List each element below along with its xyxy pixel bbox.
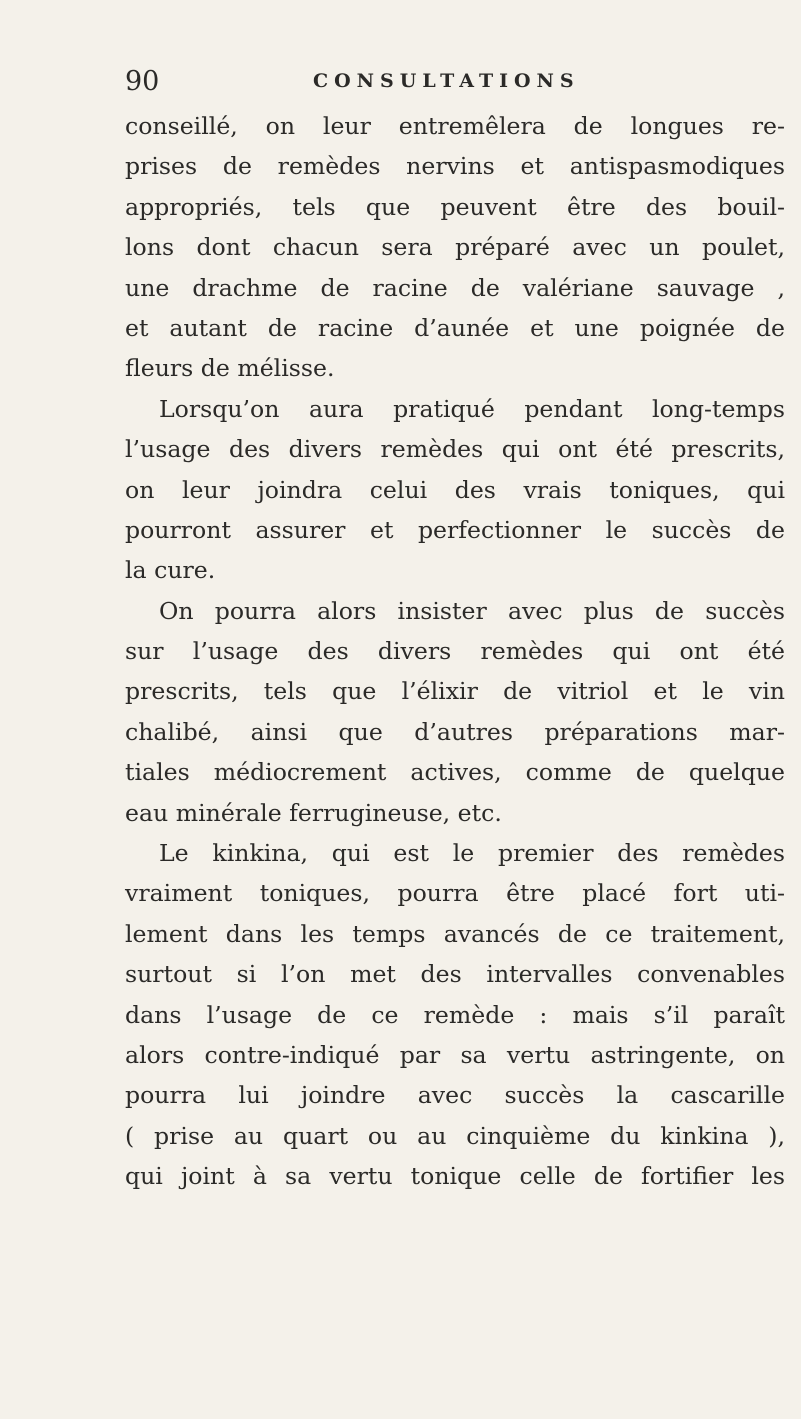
text-line: lons dont chacun sera préparé avec un poulet, <box>125 233 785 262</box>
text-line: eau minérale ferrugineuse, etc. <box>125 798 502 827</box>
text-line: la cure. <box>125 556 216 585</box>
text-line: alors contre-indiqué par sa vertu astringente, on <box>125 1040 785 1069</box>
text-line: conseillé, on leur entremêlera de longues re- <box>125 112 785 140</box>
text-line: dans l’usage de ce remède : mais s’il paraît <box>125 1000 785 1029</box>
text-line: ( prise au quart ou au cinquième du kinkina ), <box>125 1121 785 1150</box>
text-line: lement dans les temps avancés de ce traitement, <box>125 919 785 948</box>
text-line: On pourra alors insister avec plus de succès <box>159 596 785 625</box>
text-line: fleurs de mélisse. <box>125 354 335 383</box>
text-line: prises de remèdes nervins et antispasmodiques <box>125 152 785 181</box>
page-number: 90 <box>125 66 160 97</box>
text-line: et autant de racine d’aunée et une poignée de <box>125 313 785 342</box>
text-line: vraiment toniques, pourra être placé fort uti- <box>125 879 785 908</box>
text-line: pourra lui joindre avec succès la cascarille <box>125 1081 785 1110</box>
page-header <box>125 66 785 96</box>
text-line: l’usage des divers remèdes qui ont été prescrits, <box>125 435 785 464</box>
text-line: tiales médiocrement actives, comme de quelque <box>125 758 785 787</box>
body-text <box>125 106 785 1197</box>
text-line: sur l’usage des divers remèdes qui ont été <box>125 637 785 666</box>
running-head: CONSULTATIONS <box>313 70 580 92</box>
text-line: une drachme de racine de valériane sauvage , <box>125 273 785 302</box>
text-line: chalibé, ainsi que d’autres préparations mar- <box>125 717 785 746</box>
text-line: pourront assurer et perfectionner le succès de <box>125 515 785 544</box>
text-line: on leur joindra celui des vrais toniques, qui <box>125 475 785 504</box>
text-line: Lorsqu’on aura pratiqué pendant long-temps <box>159 394 785 423</box>
text-line: appropriés, tels que peuvent être des bouil- <box>125 192 785 221</box>
text-line: prescrits, tels que l’élixir de vitriol et le vin <box>125 677 785 706</box>
text-line: Le kinkina, qui est le premier des remèdes <box>159 839 785 868</box>
text-line: qui joint à sa vertu tonique celle de fortifier les <box>125 1162 785 1191</box>
text-line: surtout si l’on met des intervalles convenables <box>125 960 785 989</box>
